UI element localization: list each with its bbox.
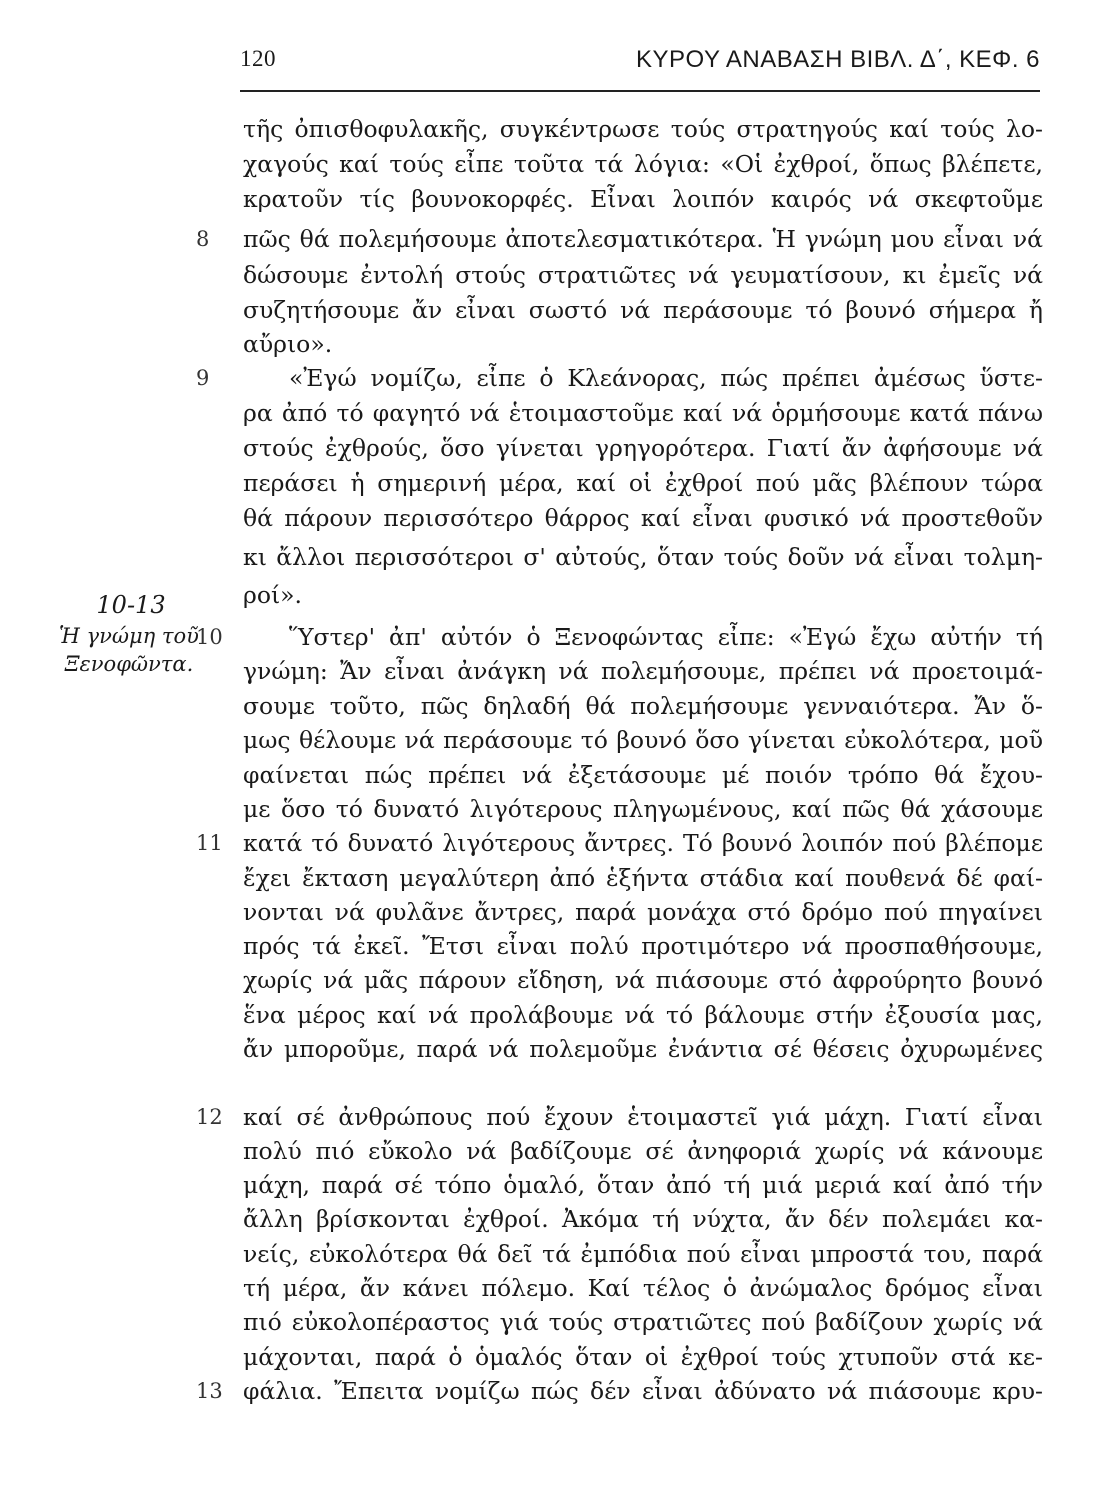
text-line: καί σέ ἀνθρώπους πού ἔχουν ἑτοιμαστεῖ γιά μάχη. Γιατί εἶναι	[243, 1103, 1043, 1131]
text-line: νείς, εὐκολότερα θά δεῖ τά ἐμπόδια πού εἶναι μπροστά του, παρά	[243, 1240, 1043, 1268]
text-line: τή μέρα, ἄν κάνει πόλεμο. Καί τέλος ὁ ἀνώμαλος δρόμος εἶναι	[243, 1274, 1043, 1302]
text-line: πῶς θά πολεμήσουμε ἀποτελεσματικότερα. Ἡ γνώμη μου εἶναι νά	[243, 225, 1043, 253]
paragraph-number: 12	[196, 1105, 223, 1129]
text-line: χαγούς καί τούς εἶπε τοῦτα τά λόγια: «Οἱ ἐχθροί, ὅπως βλέπετε,	[243, 150, 1043, 178]
text-line: αὔριο».	[243, 330, 333, 358]
text-line: μως θέλουμε νά περάσουμε τό βουνό ὅσο γίνεται εὐκολότερα, μοῦ	[243, 726, 1043, 754]
text-line: με ὅσο τό δυνατό λιγότερους πληγωμένους, καί πῶς θά χάσουμε	[243, 795, 1043, 823]
text-line: περάσει ἡ σημερινή μέρα, καί οἱ ἐχθροί πού μᾶς βλέπουν τώρα	[243, 469, 1043, 497]
paragraph-number: 10	[196, 625, 223, 649]
text-line: νονται νά φυλᾶνε ἄντρες, παρά μονάχα στό δρόμο πού πηγαίνει	[243, 898, 1043, 926]
text-line: ἔχει ἔκταση μεγαλύτερη ἀπό ἑξήντα στάδια καί πουθενά δέ φαί-	[243, 864, 1043, 892]
text-line: ροί».	[243, 581, 303, 609]
text-line: πιό εὐκολοπέραστος γιά τούς στρατιῶτες πού βαδίζουν χωρίς νά	[243, 1308, 1043, 1336]
text-line: ἄλλη βρίσκονται ἐχθροί. Ἀκόμα τή νύχτα, ἄν δέν πολεμάει κα-	[243, 1205, 1043, 1233]
text-line: κι ἄλλοι περισσότεροι σ' αὐτούς, ὅταν τούς δοῦν νά εἶναι τολμη-	[243, 543, 1043, 571]
paragraph-number: 9	[196, 366, 210, 390]
paragraph-number: 13	[196, 1379, 223, 1403]
header-rule	[240, 90, 1040, 92]
text-line: κρατοῦν τίς βουνοκορφές. Εἶναι λοιπόν καιρός νά σκεφτοῦμε	[243, 185, 1043, 213]
text-line: «Ἐγώ νομίζω, εἶπε ὁ Κλεάνορας, πώς πρέπει ἀμέσως ὕστε-	[289, 364, 1043, 392]
margin-note-line: Ἡ γνώμη τοῦ	[59, 624, 199, 648]
text-line: δώσουμε ἐντολή στούς στρατιῶτες νά γευματίσουν, κι ἐμεῖς νά	[243, 261, 1043, 289]
text-line: κατά τό δυνατό λιγότερους ἄντρες. Τό βουνό λοιπόν πού βλέπομε	[243, 829, 1043, 857]
text-line: ἕνα μέρος καί νά προλάβουμε νά τό βάλουμε στήν ἐξουσία μας,	[243, 1001, 1043, 1029]
text-line: ρα ἀπό τό φαγητό νά ἑτοιμαστοῦμε καί νά ὁρμήσουμε κατά πάνω	[243, 399, 1043, 427]
text-line: ἄν μποροῦμε, παρά νά πολεμοῦμε ἐνάντια σέ θέσεις ὀχυρωμένες	[243, 1035, 1043, 1063]
margin-note-range: 10-13	[96, 591, 166, 619]
text-line: φαίνεται πώς πρέπει νά ἐξετάσουμε μέ ποιόν τρόπο θά ἔχου-	[243, 761, 1043, 789]
text-line: πρός τά ἐκεῖ. Ἔτσι εἶναι πολύ προτιμότερο νά προσπαθήσουμε,	[243, 932, 1043, 960]
text-line: μάχη, παρά σέ τόπο ὁμαλό, ὅταν ἀπό τή μιά μεριά καί ἀπό τήν	[243, 1171, 1043, 1199]
text-line: χωρίς νά μᾶς πάρουν εἴδηση, νά πιάσουμε στό ἀφρούρητο βουνό	[243, 966, 1043, 994]
text-line: τῆς ὀπισθοφυλακῆς, συγκέντρωσε τούς στρατηγούς καί τούς λο-	[243, 115, 1043, 143]
text-line: σουμε τοῦτο, πῶς δηλαδή θά πολεμήσουμε γενναιότερα. Ἄν ὅ-	[243, 692, 1043, 720]
text-line: μάχονται, παρά ὁ ὁμαλός ὅταν οἱ ἐχθροί τούς χτυποῦν στά κε-	[243, 1343, 1043, 1371]
text-line: θά πάρουν περισσότερο θάρρος καί εἶναι φυσικό νά προστεθοῦν	[243, 504, 1043, 532]
running-head: ΚΥΡΟΥ ΑΝΑΒΑΣΗ ΒΙΒΛ. Δ΄, ΚΕΦ. 6	[636, 46, 1040, 73]
text-line: φάλια. Ἔπειτα νομίζω πώς δέν εἶναι ἀδύνατο νά πιάσουμε κρυ-	[243, 1377, 1043, 1405]
text-line: γνώμη: Ἄν εἶναι ἀνάγκη νά πολεμήσουμε, πρέπει νά προετοιμά-	[243, 657, 1043, 685]
text-line: πολύ πιό εὔκολο νά βαδίζουμε σέ ἀνηφοριά χωρίς νά κάνουμε	[243, 1137, 1043, 1165]
text-line: στούς ἐχθρούς, ὅσο γίνεται γρηγορότερα. Γιατί ἄν ἀφήσουμε νά	[243, 434, 1043, 462]
paragraph-number: 11	[196, 831, 223, 855]
page-header	[240, 46, 1040, 82]
paragraph-number: 8	[196, 227, 210, 251]
text-line: συζητήσουμε ἄν εἶναι σωστό νά περάσουμε τό βουνό σήμερα ἤ	[243, 296, 1043, 324]
text-line: Ὕστερ' ἀπ' αὐτόν ὁ Ξενοφώντας εἶπε: «Ἐγώ ἔχω αὐτήν τή	[289, 623, 1043, 651]
margin-note-line: Ξενοφῶντα.	[64, 652, 194, 676]
page-number: 120	[240, 46, 276, 71]
